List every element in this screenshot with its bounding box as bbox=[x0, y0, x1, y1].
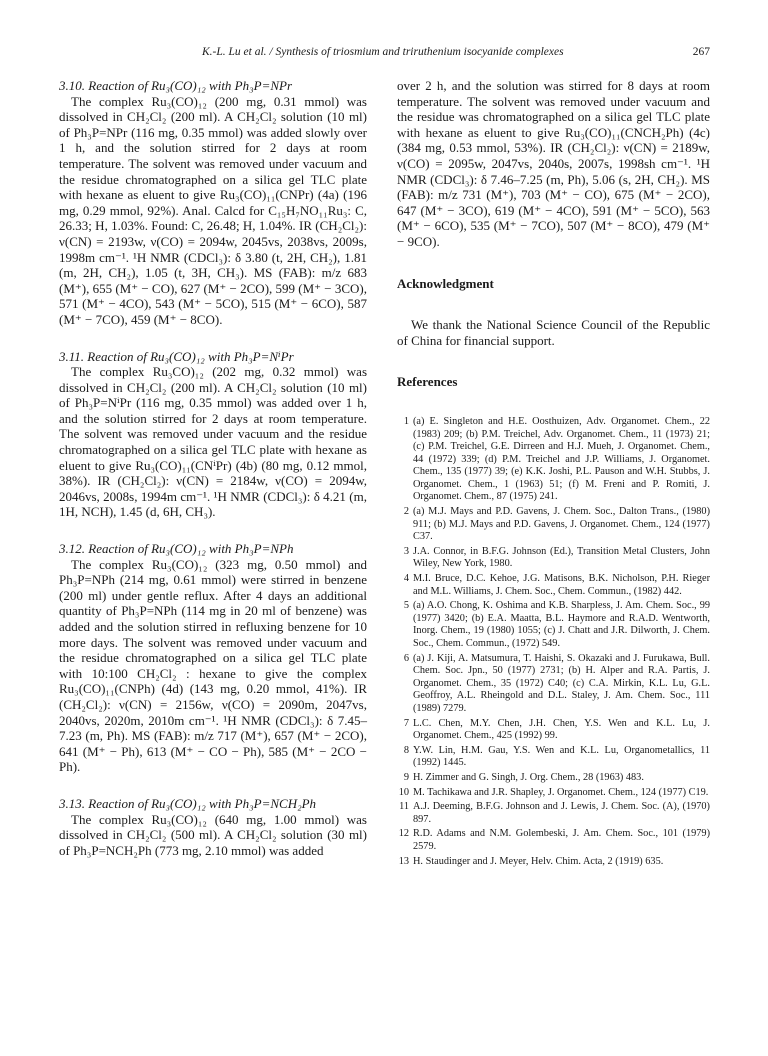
reference-text: R.D. Adams and N.M. Golembeski, J. Am. Chem. Soc., 101 (1979) 2579. bbox=[413, 828, 710, 852]
reference-item bbox=[397, 801, 710, 826]
reference-number: 9 bbox=[403, 771, 409, 783]
reference-text: L.C. Chen, M.Y. Chen, J.H. Chen, Y.S. Wen and K.L. Lu, J. Organomet. Chem., 425 (1992) 99. bbox=[413, 717, 710, 742]
section-body: The complex Ru₃(CO)₁₂ (640 mg, 1.00 mmol) was dissolved in CH₂Cl₂ (500 ml). A CH₂Cl₂ solution (30 ml) of Ph₃P=NCH₂Ph (773 mg, 2.10 mmol) was added bbox=[59, 811, 367, 858]
reference-text: (a) J. Kiji, A. Matsumura, T. Haishi, S. Okazaki and J. Furukawa, Bull. Chem. Soc. Jpn., 50 (1977) 2731; (b) H. Alper and R.A. Partis, J. Organomet. Chem., 35 (1972) C40; (c) C.A. Mirkin, K.L. Lu, G.L. Geoffroy, A.L. Rheingold and D.L. Staley, J. Am. Chem. Soc., 111 (1989) 7279. bbox=[413, 652, 710, 714]
reference-text: J.A. Connor, in B.F.G. Johnson (Ed.), Transition Metal Clusters, John Wiley, New York, 1980. bbox=[413, 545, 710, 570]
reference-text: M.I. Bruce, D.C. Kehoe, J.G. Matisons, B.K. Nicholson, P.H. Rieger and M.L. Williams, J. Chem. Soc., Chem. Commun., (1982) 442. bbox=[413, 573, 710, 597]
section-body: The complex Ru₃(CO)₁₂ (200 mg, 0.31 mmol) was dissolved in CH₂Cl₂ (200 ml). A CH₂Cl₂ solution (10 ml) of Ph₃P=NPr (116 mg, 0.35 mmol) was added slowly over 1 h, and the solution stirred for 2 days at room temperature. The solvent was removed under vacuum and the residue chromatographed on a silica gel TLC plate with hexane as eluent to give Ru₃(CO)₁₁(CNPr) (4a) (196 mg, 0.29 mmol, 92%). Anal. Calcd for C₁₅H₇NO₁₁Ru₃: C, 26.33; H, 1.03%. Found: C, 26.48; H, 1.04%. IR (CH₂Cl₂): ν(CN) = 2193w, ν(CO) = 2094w, 2045vs, 2038vs, 2009s, 1998m cm⁻¹. ¹H NMR (CDCl₃): δ 3.80 (t, 2H, CH₂), 1.81 (m, 2H, CH₂), 1.05 (t, 3H, CH₃). MS (FAB): m/z 683 (M⁺), 655 (M⁺ − CO), 627 (M⁺ − 2CO), 599 (M⁺ − 3CO), 571 (M⁺ − 4CO), 543 (M⁺ − 5CO), 515 (M⁺ − 6CO), 587 (M⁺ − 7CO), 459 (M⁺ − 8CO). bbox=[59, 93, 367, 327]
acknowledgment-text: We thank the National Science Council of the Republic of China for financial support. bbox=[397, 317, 710, 348]
reference-item bbox=[397, 718, 710, 743]
reference-text: H. Zimmer and G. Singh, J. Org. Chem., 28 (1963) 483. bbox=[413, 771, 644, 783]
reference-number: 12 bbox=[398, 828, 409, 840]
reference-item bbox=[397, 573, 710, 598]
reference-text: (a) A.O. Chong, K. Oshima and K.B. Sharpless, J. Am. Chem. Soc., 99 (1977) 3420; (b) E.A. Maatta, B.L. Haymore and R.A.D. Wentworth, Inorg. Chem., 19 (1980) 1055; (c) J. Chatt and J.R. Dilworth, J. Chem. Soc., Chem. Commun., (1972) 549. bbox=[413, 600, 710, 649]
section-3-10 bbox=[59, 78, 367, 328]
reference-item bbox=[397, 787, 710, 800]
reference-number: 6 bbox=[403, 652, 409, 664]
reference-text: H. Staudinger and J. Meyer, Helv. Chim. Acta, 2 (1919) 635. bbox=[413, 855, 664, 867]
reference-number: 11 bbox=[399, 801, 409, 813]
reference-item bbox=[397, 856, 710, 869]
reference-number: 5 bbox=[403, 600, 409, 612]
left-column bbox=[59, 78, 367, 879]
reference-item bbox=[397, 653, 710, 716]
reference-item bbox=[397, 546, 710, 571]
reference-number: 3 bbox=[403, 545, 409, 557]
acknowledgment-heading: Acknowledgment bbox=[397, 275, 494, 291]
section-3-13-continuation: over 2 h, and the solution was stirred for 8 days at room temperature. The solvent was removed under vacuum and the residue was chromatographed on a silica gel TLC plate with hexane as eluent to give Ru₃(CO)₁₁(CNCH₂Ph) (4c) (384 mg, 0.53 mmol, 53%). IR (CH₂Cl₂): ν(CN) = 2189w, ν(CO) = 2095w, 2047vs, 2040s, 2007s, 1998sh cm⁻¹. ¹H NMR (CDCl₃): δ 7.46–7.25 (m, Ph), 5.06 (s, 2H, CH₂). MS (FAB): m/z 731 (M⁺), 703 (M⁺ − CO), 675 (M⁺ − 2CO), 647 (M⁺ − 3CO), 619 (M⁺ − 4CO), 591 (M⁺ − 5CO), 563 (M⁺ − 6CO), 535 (M⁺ − 7CO), 507 (M⁺ − 8CO), 479 (M⁺ − 9CO). bbox=[397, 78, 710, 249]
section-3-11 bbox=[59, 349, 367, 521]
reference-list bbox=[397, 416, 710, 868]
references-heading: References bbox=[397, 374, 458, 390]
running-title: K.-L. Lu et al. / Synthesis of triosmium and triruthenium isocyanide complexes bbox=[202, 46, 564, 58]
reference-item bbox=[397, 416, 710, 504]
reference-text: (a) E. Singleton and H.E. Oosthuizen, Adv. Organomet. Chem., 22 (1983) 209; (b) P.M. Treichel, Adv. Organomet. Chem., 11 (1973) 21; (c) P.M. Treichel, G.E. Dirreen and H.J. Mueh, J. Organomet. Chem., 44 (1972) 339; (d) P.M. Treichel and J.P. Williams, J. Organomet. Chem., 135 (1977) 39; (e) K.K. Joshi, P.L. Pauson and W.H. Stubbs, J. Organomet. Chem., 1 (1963) 51; (f) M. Freni and P. Romiti, J. Organomet. Chem., 87 (1975) 241. bbox=[413, 415, 710, 503]
reference-number: 7 bbox=[403, 717, 409, 729]
reference-item bbox=[397, 745, 710, 770]
section-heading: 3.13. Reaction of Ru₃(CO)₁₂ with Ph₃P=NCH₂Ph bbox=[59, 795, 317, 811]
reference-number: 13 bbox=[398, 855, 409, 867]
reference-item bbox=[397, 828, 710, 853]
reference-text: A.J. Deeming, B.F.G. Johnson and J. Lewis, J. Chem. Soc. (A), (1970) 897. bbox=[413, 801, 710, 825]
reference-item bbox=[397, 506, 710, 544]
section-heading: 3.11. Reaction of Ru₃(CO)₁₂ with Ph₃P=NⁱPr bbox=[59, 348, 294, 364]
reference-number: 8 bbox=[403, 744, 409, 756]
section-body: The complex Ru₃CO)₁₂ (202 mg, 0.32 mmol) was dissolved in CH₂Cl₂ (200 ml). A CH₂Cl₂ solution (10 ml) of Ph₃P=NⁱPr (116 mg, 0.35 mmol) was added over 1 h, and the solution stirred for 2 days at room temperature. The solvent was removed under vacuum and the residue chromatographed on a silica gel TLC plate with hexane as eluent to give Ru₃(CO)₁₁(CNⁱPr) (4b) (80 mg, 0.12 mmol, 38%). IR (CH₂Cl₂): ν(CN) = 2184w, ν(CO) = 2094w, 2046vs, 2008s, 1994m cm⁻¹. ¹H NMR (CDCl₃): δ 4.21 (m, 1H, NCH), 1.45 (d, 6H, CH₃). bbox=[59, 364, 367, 520]
reference-text: (a) M.J. Mays and P.D. Gavens, J. Chem. Soc., Dalton Trans., (1980) 911; (b) M.J. Mays and P.D. Gavens, J. Organomet. Chem., 124 (1977) C37. bbox=[413, 506, 710, 543]
section-3-13 bbox=[59, 796, 367, 858]
section-body: The complex Ru₃(CO)₁₂ (323 mg, 0.50 mmol) and Ph₃P=NPh (214 mg, 0.61 mmol) were stirred in benzene (200 ml) under gentle reflux. After 4 days an additional quantity of Ph₃P=NPh (114 mg in 20 ml of benzene) was added and the solution stirred in refluxing benzene for 10 more days. The solvent was removed under vacuum and the residue chromatographed on a silica gel TLC plate with 10:100 CH₂Cl₂ : hexane to give the complex Ru₃(CO)₁₁(CNPh) (4d) (143 mg, 0.20 mmol, 41%). IR (CH₂Cl₂): ν(CN) = 2156w, ν(CO) = 2090m, 2047vs, 2040vs, 2020m, 2010m cm⁻¹. ¹H NMR (CDCl₃): δ 7.45–7.23 (m, Ph). MS (FAB): m/z 717 (M⁺), 657 (M⁺ − 2CO), 641 (M⁺ − Ph), 613 (M⁺ − CO − Ph), 585 (M⁺ − 2CO − Ph). bbox=[59, 556, 367, 775]
reference-number: 2 bbox=[403, 506, 409, 518]
reference-text: Y.W. Lin, H.M. Gau, Y.S. Wen and K.L. Lu, Organometallics, 11 (1992) 1445. bbox=[413, 744, 710, 769]
section-heading: 3.10. Reaction of Ru₃(CO)₁₂ with Ph₃P=NPr bbox=[59, 78, 293, 93]
right-column bbox=[397, 78, 710, 870]
reference-number: 4 bbox=[403, 573, 409, 585]
reference-number: 10 bbox=[398, 786, 409, 798]
page-number: 267 bbox=[692, 46, 710, 58]
section-heading: 3.12. Reaction of Ru₃(CO)₁₂ with Ph₃P=NPh bbox=[59, 541, 294, 557]
reference-number: 1 bbox=[403, 415, 409, 427]
reference-text: M. Tachikawa and J.R. Shapley, J. Organomet. Chem., 124 (1977) C19. bbox=[413, 786, 709, 798]
reference-item bbox=[397, 600, 710, 650]
reference-item bbox=[397, 772, 710, 785]
section-3-12 bbox=[59, 541, 367, 775]
